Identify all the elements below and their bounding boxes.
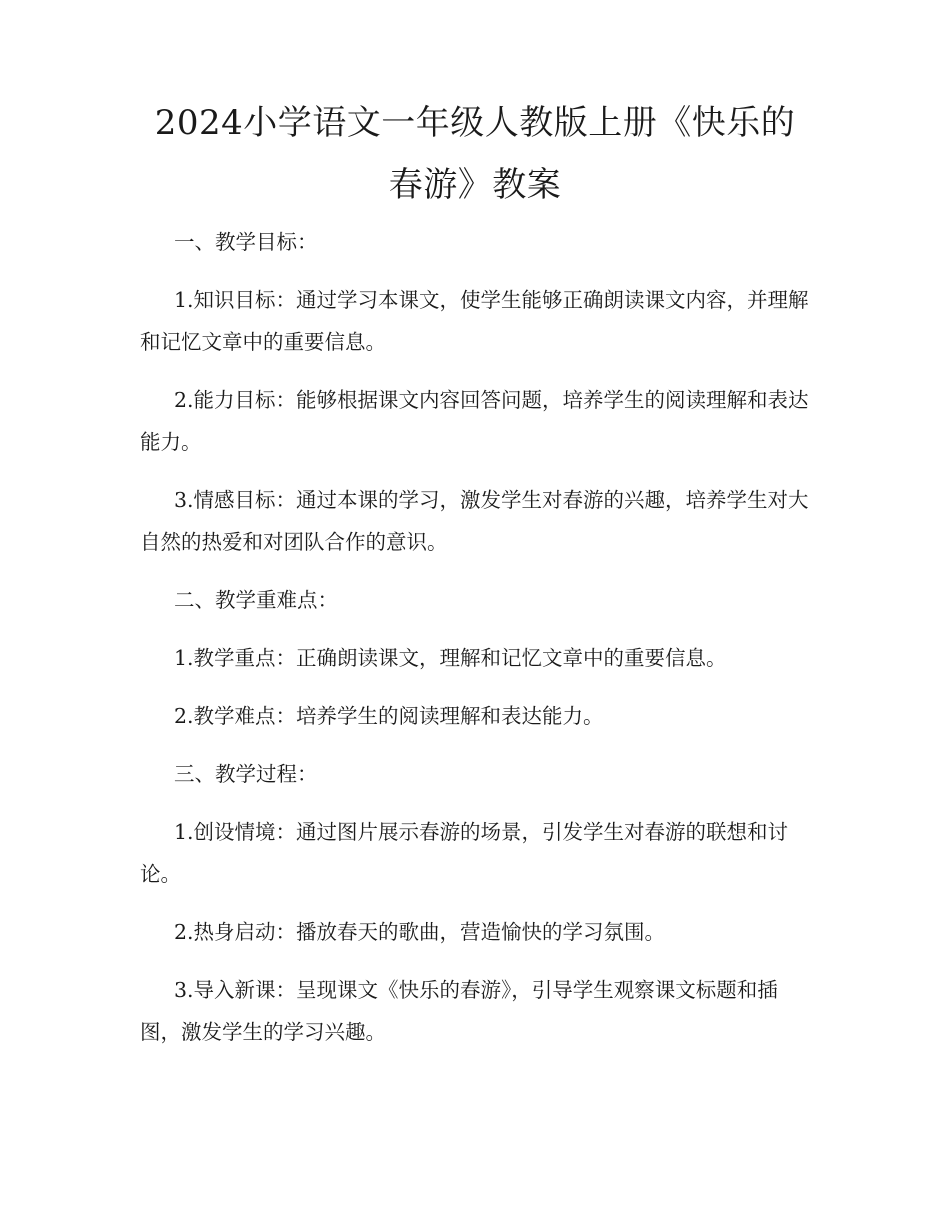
section-heading-process: 三、教学过程： [174, 762, 318, 786]
section-heading-objectives: 一、教学目标： [174, 230, 318, 254]
paragraph-introduction: 3.导入新课：呈现课文《快乐的春游》，引导学生观察课文标题和插图，激发学生的学习兴趣。 [140, 978, 778, 1044]
paragraph-ability-objective: 2.能力目标：能够根据课文内容回答问题，培养学生的阅读理解和表达能力。 [140, 388, 809, 454]
paragraph-knowledge-objective: 1.知识目标：通过学习本课文，使学生能够正确朗读课文内容，并理解和记忆文章中的重要信息。 [140, 288, 809, 354]
paragraph-scenario: 1.创设情境：通过图片展示春游的场景，引发学生对春游的联想和讨论。 [140, 820, 789, 886]
paragraph-teaching-focus: 1.教学重点：正确朗读课文，理解和记忆文章中的重要信息。 [174, 646, 727, 670]
section-heading-key-points: 二、教学重难点： [174, 588, 338, 612]
paragraph-teaching-difficulty: 2.教学难点：培养学生的阅读理解和表达能力。 [174, 704, 604, 728]
document-title: 2024小学语文一年级人教版上册《快乐的春游》教案 [154, 103, 796, 205]
paragraph-emotion-objective: 3.情感目标：通过本课的学习，激发学生对春游的兴趣，培养学生对大自然的热爱和对团队合作的意识。 [140, 488, 809, 554]
paragraph-warm-up: 2.热身启动：播放春天的歌曲，营造愉快的学习氛围。 [174, 920, 666, 944]
